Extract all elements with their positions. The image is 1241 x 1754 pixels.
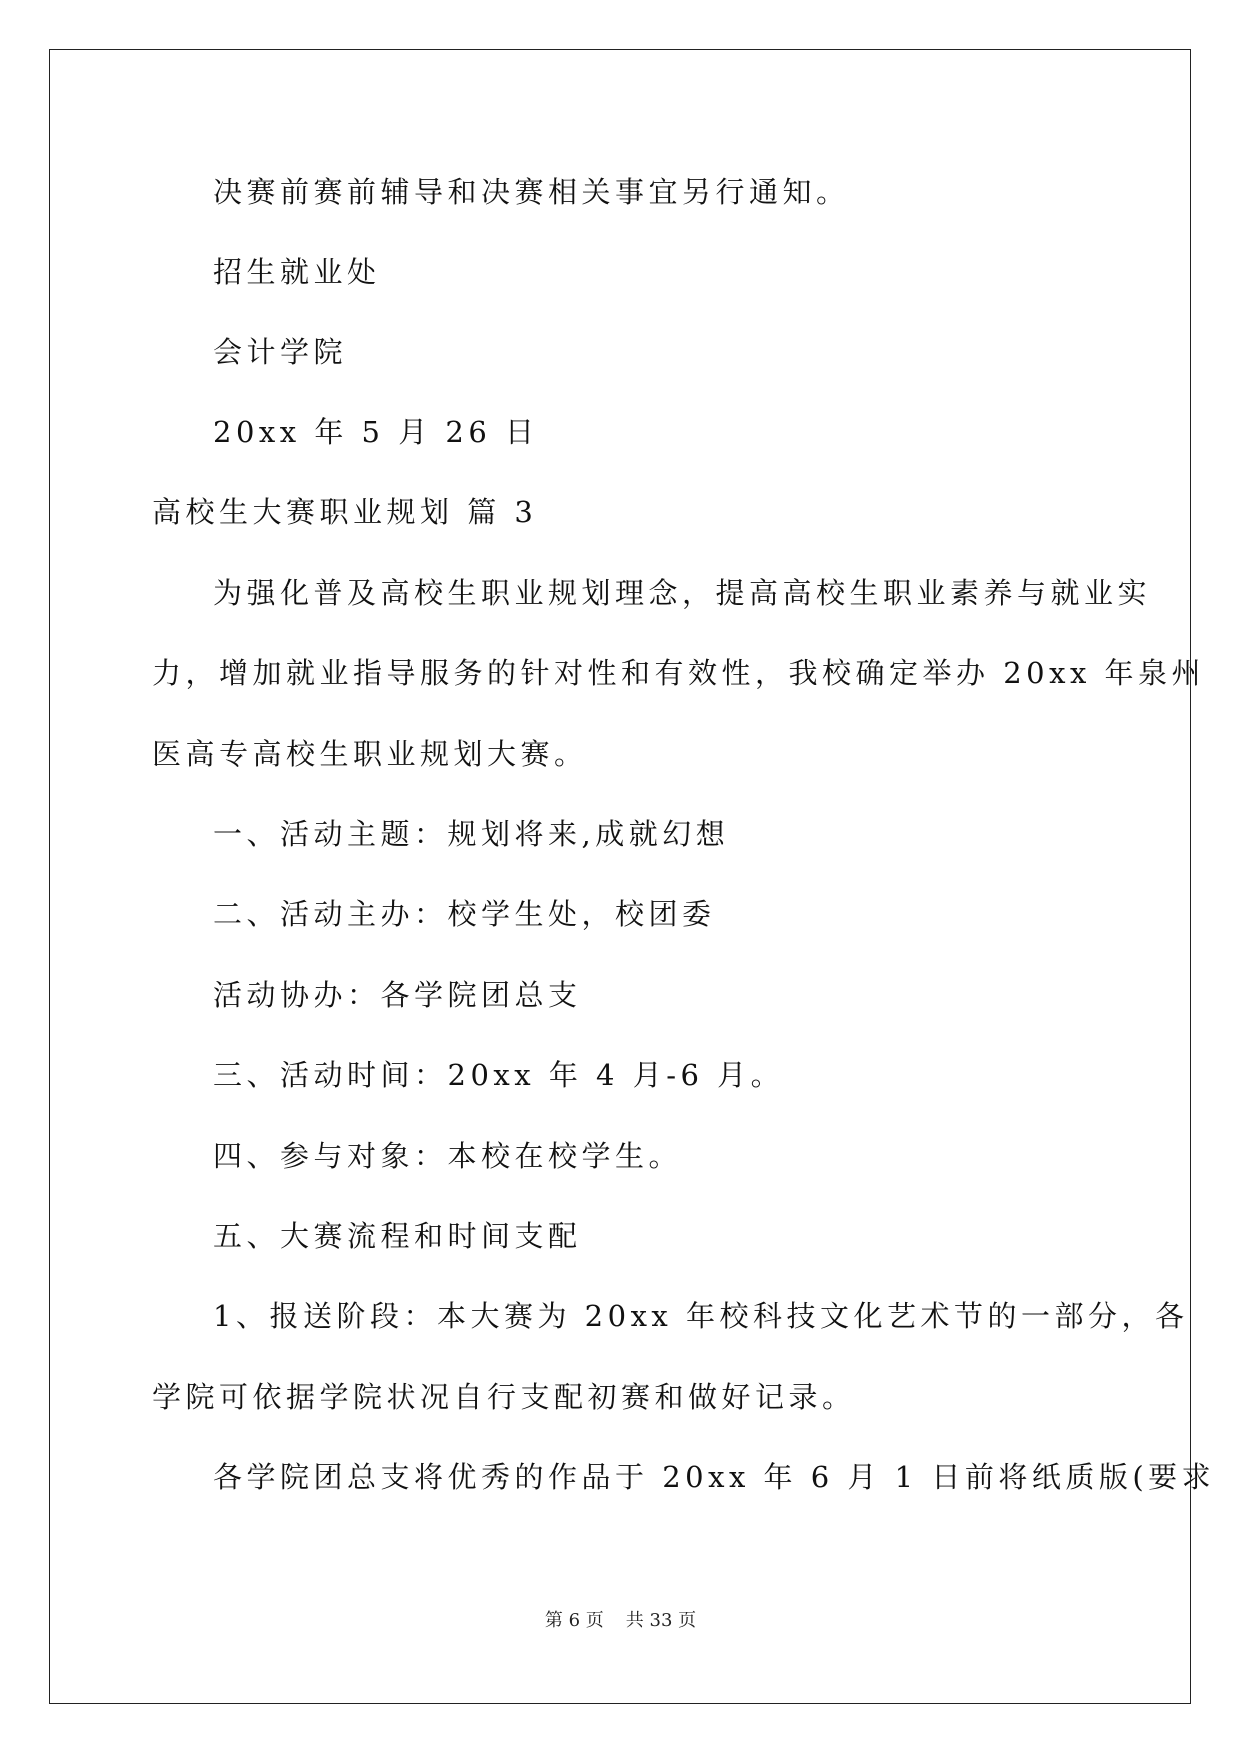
signature-date: 20xx 年 5 月 26 日 xyxy=(213,415,539,449)
list-item: 四、参与对象：本校在校学生。 xyxy=(213,1139,683,1173)
list-item: 活动协办：各学院团总支 xyxy=(213,978,582,1012)
paragraph-line: 为强化普及高校生职业规划理念，提高高校生职业素养与就业实 xyxy=(213,576,1152,610)
list-item: 二、活动主办：校学生处，校团委 xyxy=(213,897,716,931)
page-number: 第 6 页 xyxy=(544,1610,604,1631)
list-item: 五、大赛流程和时间支配 xyxy=(213,1219,582,1253)
page-total: 共 33 页 xyxy=(625,1610,697,1631)
section-heading: 高校生大赛职业规划 篇 3 xyxy=(152,495,538,529)
paragraph-line: 学院可依据学院状况自行支配初赛和做好记录。 xyxy=(152,1380,856,1414)
paragraph-line: 决赛前赛前辅导和决赛相关事宜另行通知。 xyxy=(213,175,850,209)
paragraph-line: 1、报送阶段：本大赛为 20xx 年校科技文化艺术节的一部分，各 xyxy=(213,1299,1189,1333)
list-item: 一、活动主题：规划将来,成就幻想 xyxy=(213,817,730,851)
signature-org-2: 会计学院 xyxy=(213,335,348,369)
page-footer xyxy=(0,1609,1241,1633)
page-border xyxy=(49,49,1191,1704)
paragraph-line: 各学院团总支将优秀的作品于 20xx 年 6 月 1 日前将纸质版(要求 xyxy=(213,1460,1216,1494)
signature-org-1: 招生就业处 xyxy=(213,255,381,289)
paragraph-line: 力，增加就业指导服务的针对性和有效性，我校确定举办 20xx 年泉州 xyxy=(152,656,1206,690)
list-item: 三、活动时间：20xx 年 4 月-6 月。 xyxy=(213,1058,785,1092)
paragraph-line: 医高专高校生职业规划大赛。 xyxy=(152,737,588,771)
